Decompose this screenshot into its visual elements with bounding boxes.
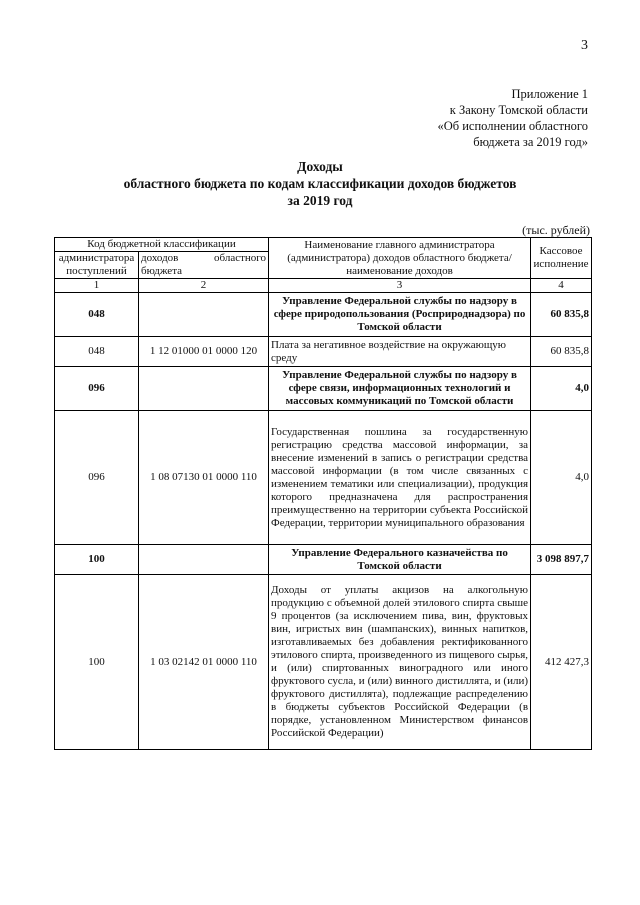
income-code — [139, 367, 269, 411]
income-name: Управление Федерального казначейства по Томской области — [269, 545, 531, 575]
document-title — [0, 158, 640, 209]
page-number: 3 — [581, 38, 588, 53]
header-code-group: Код бюджетной классификации — [55, 238, 269, 252]
column-number: 3 — [269, 279, 531, 293]
income-amount: 60 835,8 — [531, 337, 592, 367]
table-row — [55, 367, 592, 411]
table-row — [55, 545, 592, 575]
income-name: Доходы от уплаты акцизов на алкогольную продукцию с объемной долей этилового спирта свыше 9 процентов (за исключением пива, вин, фруктовых вин, игристых вин (шампанских), винных напитков, изготавливаемых без добавления ректификованного этилового спирта, произведенного из пищевого сырья, и (или) спиртованных виноградного или иного фруктового сусла, и (или) винного дистиллята, и (или) фруктового дистиллята), подлежащие распределению в бюджеты субъектов Российской Федерации (в порядке, установленном Министерством финансов Российской Федерации) — [269, 575, 531, 750]
title-line: областного бюджета по кодам классификации доходов бюджетов — [123, 176, 517, 191]
income-amount: 60 835,8 — [531, 293, 592, 337]
income-name: Плата за негативное воздействие на окружающую среду — [269, 337, 531, 367]
income-name: Управление Федеральной службы по надзору в сфере природопользования (Росприроднадзора) по Томской области — [269, 293, 531, 337]
income-table — [54, 237, 592, 750]
income-amount: 3 098 897,7 — [531, 545, 592, 575]
column-number: 1 — [55, 279, 139, 293]
income-name: Государственная пошлина за государственную регистрацию средства массовой информации, за внесение изменений в запись о регистрации средства массовой информации (в том числе связанных с изменением тематики или специализации), продукция которого предназначена для распространения преимущественно на территории субъекта Российской Федерации, территории муниципального образования — [269, 411, 531, 545]
header-name: Наименование главного администратора (администратора) доходов областного бюджета/ наименование доходов — [269, 238, 531, 279]
income-amount: 412 427,3 — [531, 575, 592, 750]
header-execution: Кассовое исполнение — [531, 238, 592, 279]
appendix-line: бюджета за 2019 год» — [473, 135, 588, 149]
table-row — [55, 411, 592, 545]
column-numbers-row — [55, 279, 592, 293]
header-administrator: администратора поступлений — [55, 252, 139, 279]
table-header-row — [55, 238, 592, 252]
header-income-code: доходов областного бюджета — [139, 252, 269, 279]
column-number: 2 — [139, 279, 269, 293]
appendix-line: к Закону Томской области — [449, 103, 588, 117]
income-amount: 4,0 — [531, 367, 592, 411]
income-code: 1 03 02142 01 0000 110 — [139, 575, 269, 750]
units-label: (тыс. рублей) — [522, 223, 590, 237]
table-row — [55, 575, 592, 750]
title-line: Доходы — [297, 159, 343, 174]
appendix-line: Приложение 1 — [511, 87, 588, 101]
admin-code: 100 — [55, 575, 139, 750]
appendix-line: «Об исполнении областного — [437, 119, 588, 133]
title-line: за 2019 год — [287, 193, 353, 208]
table-row — [55, 293, 592, 337]
appendix-note — [437, 86, 588, 150]
income-amount: 4,0 — [531, 411, 592, 545]
admin-code: 096 — [55, 367, 139, 411]
admin-code: 100 — [55, 545, 139, 575]
admin-code: 048 — [55, 293, 139, 337]
income-name: Управление Федеральной службы по надзору в сфере связи, информационных технологий и массовых коммуникаций по Томской области — [269, 367, 531, 411]
income-code: 1 12 01000 01 0000 120 — [139, 337, 269, 367]
income-code — [139, 545, 269, 575]
column-number: 4 — [531, 279, 592, 293]
admin-code: 096 — [55, 411, 139, 545]
income-code — [139, 293, 269, 337]
admin-code: 048 — [55, 337, 139, 367]
income-code: 1 08 07130 01 0000 110 — [139, 411, 269, 545]
table-row — [55, 337, 592, 367]
